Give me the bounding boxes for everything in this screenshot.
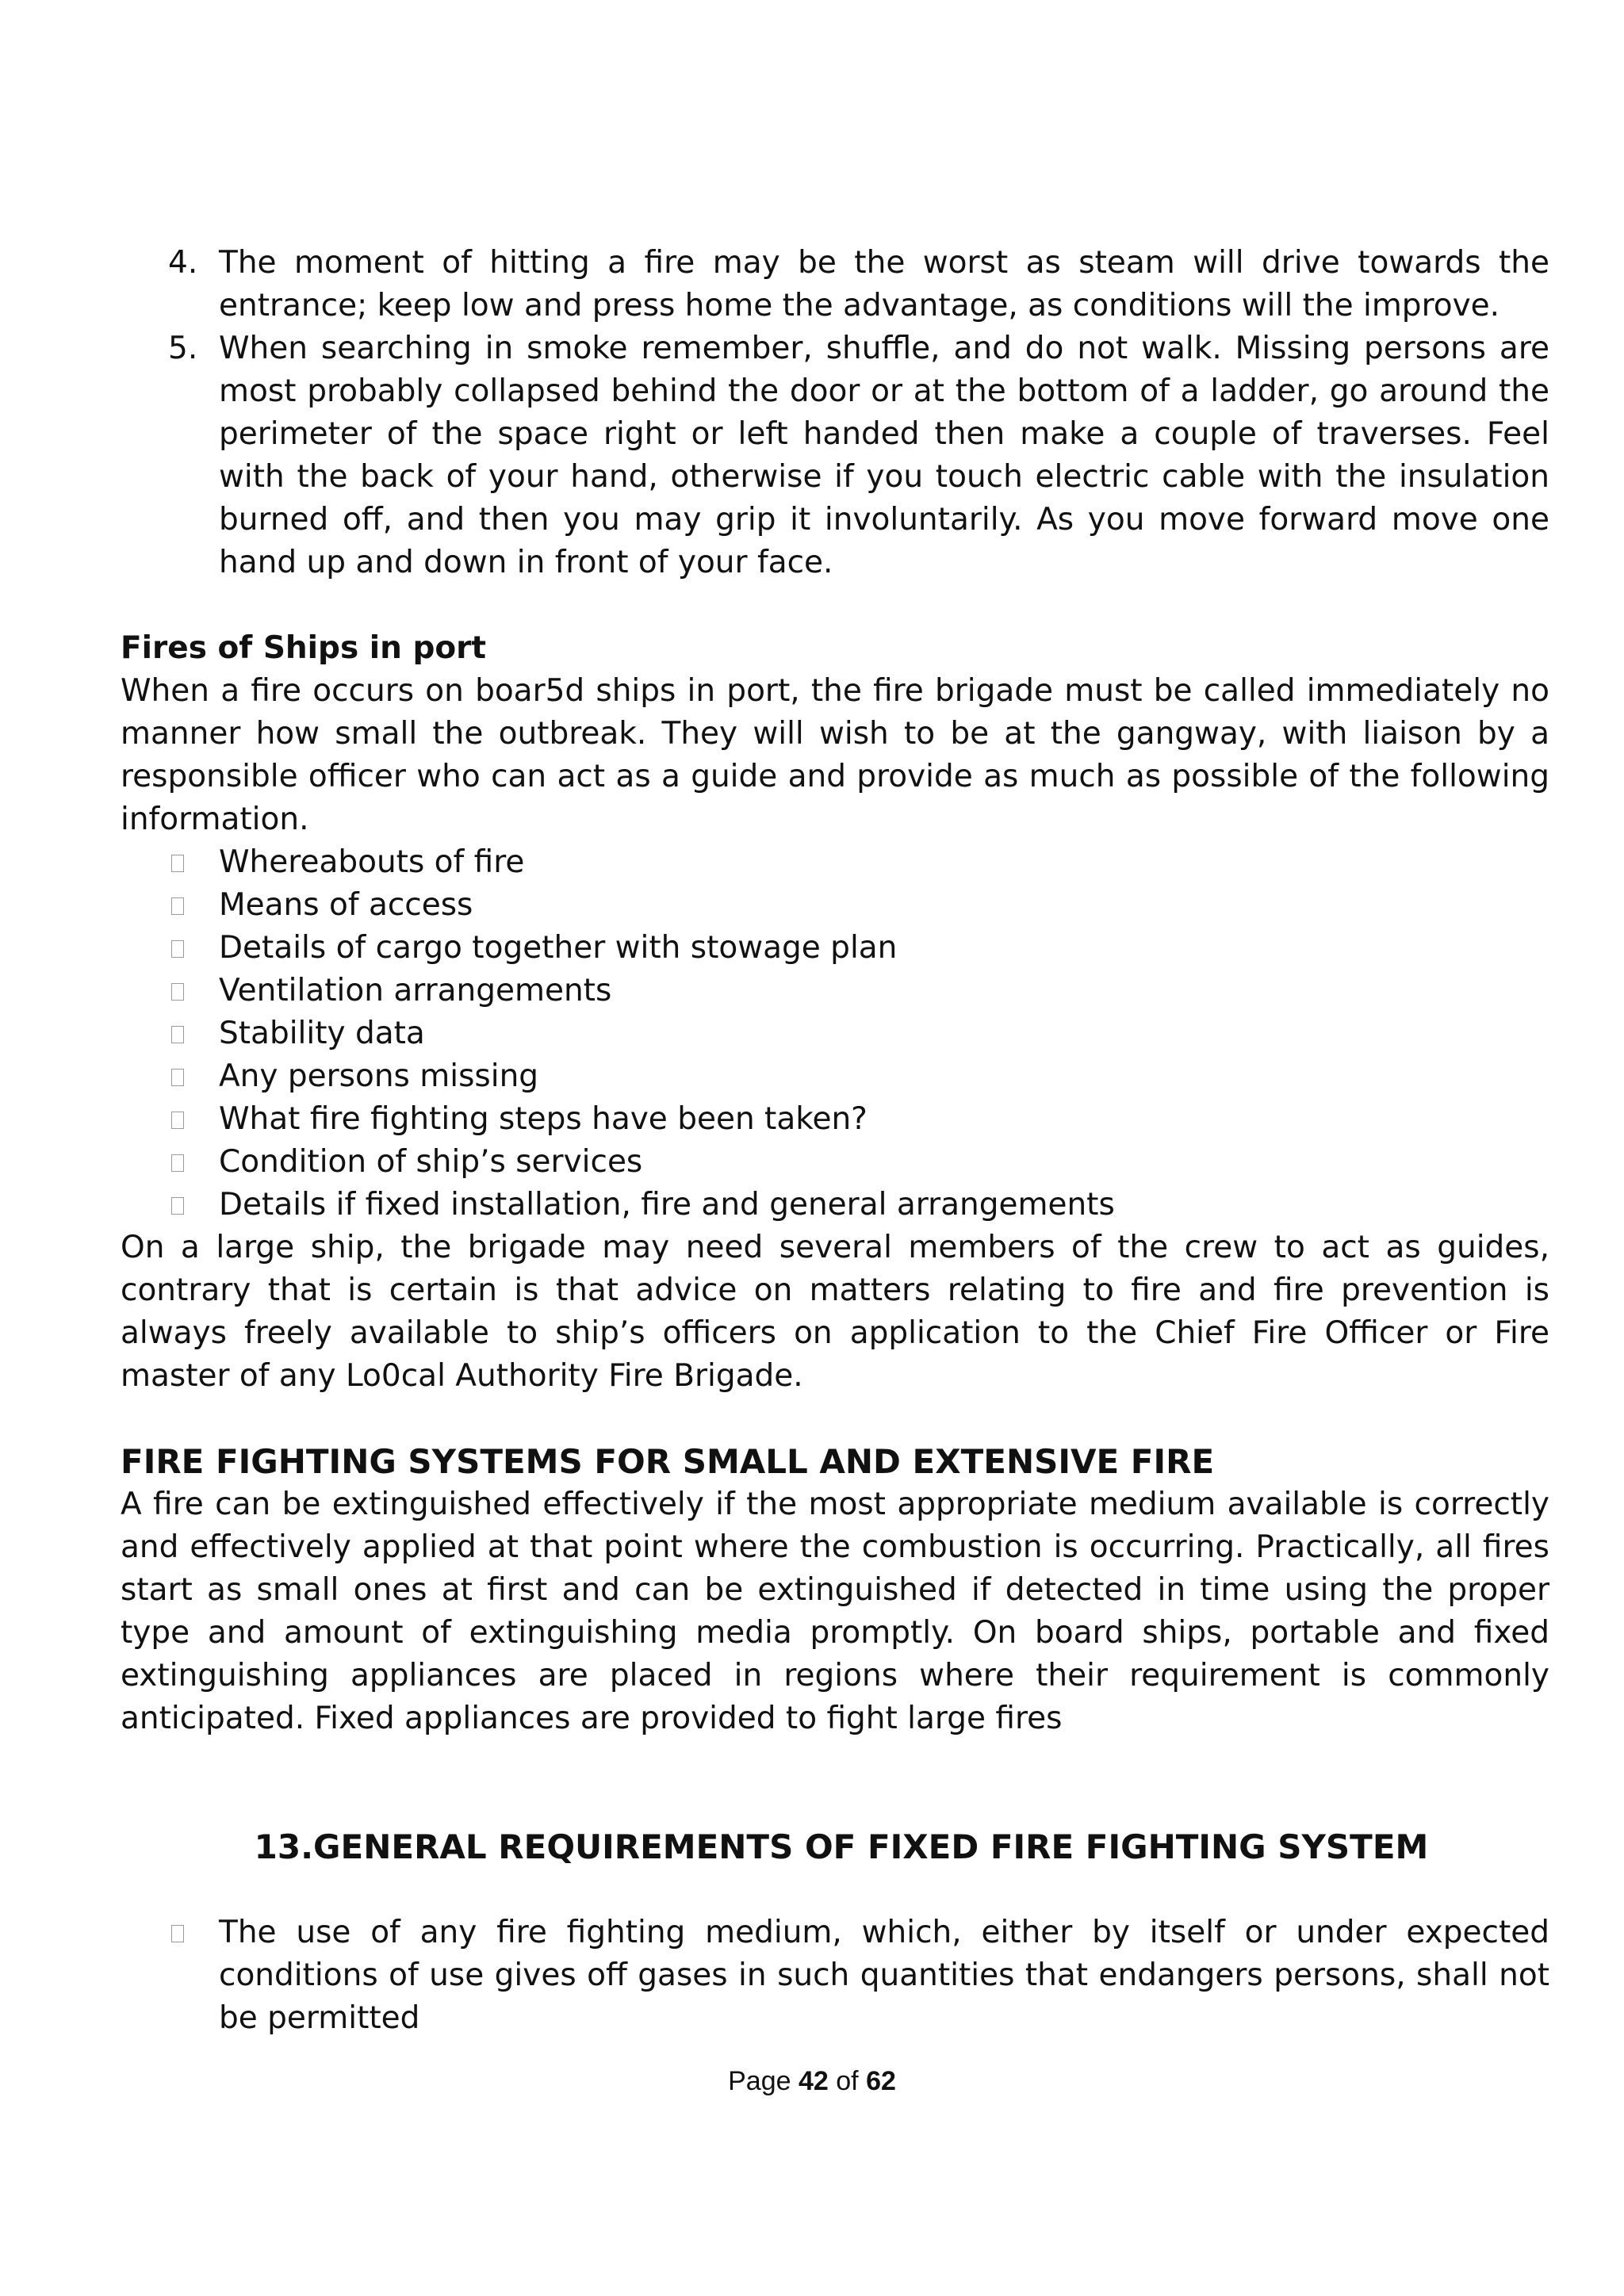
list-number: 5. [168, 331, 198, 366]
bullet-text: Any persons missing [219, 1058, 539, 1094]
list-number: 4. [168, 245, 198, 281]
bullet-text: What fire fighting steps have been taken? [219, 1101, 868, 1137]
footer-of-label: of [836, 2066, 859, 2096]
box-glyph-icon [171, 1197, 184, 1215]
port-fires-closing: On a large ship, the brigade may need several members of the crew to act as guides, contrary that is certain is that advice on matters relating to fire and fire prevention is always freely available to ship’s officers on application to the Chief Fire Officer or Fire master of any Lo0cal Authority Fire Brigade. [121, 1230, 1549, 1394]
systems-body: A fire can be extinguished effectively if the most appropriate medium available is correctly and effectively applied at that point where the combustion is occurring. Practically, all fires start as small ones at first and can be extinguished if detected in time using the proper type and amount of extinguishing media promptly. On board ships, portable and fixed extinguishing appliances are placed in regions where their requirement is commonly anticipated. Fixed appliances are provided to fight large fires [121, 1487, 1549, 1736]
bullet-text: Means of access [219, 887, 473, 923]
box-glyph-icon [171, 897, 184, 915]
spacer [121, 1740, 1549, 1826]
spacer [121, 1398, 1549, 1441]
bullet-text: Condition of ship’s services [219, 1144, 643, 1180]
bullet-item [121, 927, 1549, 970]
list-item [121, 327, 1549, 584]
bullet-item [121, 1012, 1549, 1055]
bullet-item [121, 841, 1549, 884]
port-info-bullet-list [121, 841, 1549, 1226]
bullet-item [121, 884, 1549, 927]
footer-total-pages: 62 [866, 2066, 896, 2096]
spacer [121, 1869, 1549, 1911]
bullet-item [121, 970, 1549, 1012]
bullet-text: Details of cargo together with stowage plan [219, 930, 898, 966]
box-glyph-icon [171, 1069, 184, 1086]
list-item-text: When searching in smoke remember, shuffle, and do not walk. Missing persons are most probably collapsed behind the door or at the bottom of a ladder, go around the perimeter of the space right or left handed then make a couple of traverses. Feel with the back of your hand, otherwise if you touch electric cable with the insulation burned off, and then you may grip it involuntarily. As you move forward move one hand up and down in front of your face. [219, 331, 1549, 580]
spacer [121, 584, 1549, 627]
bullet-text: Ventilation arrangements [219, 973, 612, 1008]
page-footer [0, 2065, 1624, 2097]
footer-current-page: 42 [798, 2066, 829, 2096]
bullet-item [121, 1911, 1549, 2040]
bullet-item [121, 1141, 1549, 1184]
bullet-text: Whereabouts of fire [219, 844, 525, 880]
page-content [121, 242, 1549, 2040]
box-glyph-icon [171, 1925, 184, 1942]
bullet-item [121, 1098, 1549, 1141]
requirements-heading: 13.GENERAL REQUIREMENTS OF FIXED FIRE FIGHTING SYSTEM [254, 1827, 1429, 1866]
list-item [121, 242, 1549, 327]
numbered-list [121, 242, 1549, 584]
box-glyph-icon [171, 855, 184, 872]
bullet-text: The use of any fire fighting medium, which, either by itself or under expected conditions of use gives off gases in such quantities that endangers persons, shall not be permitted [219, 1915, 1549, 2036]
bullet-text: Stability data [219, 1016, 425, 1051]
box-glyph-icon [171, 1112, 184, 1129]
bullet-item [121, 1184, 1549, 1226]
requirements-bullet-list [121, 1911, 1549, 2040]
port-fires-heading: Fires of Ships in port [121, 630, 487, 666]
box-glyph-icon [171, 1154, 184, 1172]
box-glyph-icon [171, 1026, 184, 1043]
list-item-text: The moment of hitting a fire may be the worst as steam will drive towards the entrance; keep low and press home the advantage, as conditions will the improve. [219, 245, 1549, 323]
box-glyph-icon [171, 983, 184, 1001]
bullet-text: Details if fixed installation, fire and general arrangements [219, 1187, 1115, 1223]
port-fires-intro: When a fire occurs on boar5d ships in port, the fire brigade must be called immediately no manner how small the outbreak. They will wish to be at the gangway, with liaison by a responsible officer who can act as a guide and provide as much as possible of the following information. [121, 673, 1549, 837]
systems-heading: FIRE FIGHTING SYSTEMS FOR SMALL AND EXTENSIVE FIRE [121, 1442, 1215, 1481]
bullet-item [121, 1055, 1549, 1098]
footer-page-label: Page [728, 2066, 791, 2096]
box-glyph-icon [171, 940, 184, 958]
